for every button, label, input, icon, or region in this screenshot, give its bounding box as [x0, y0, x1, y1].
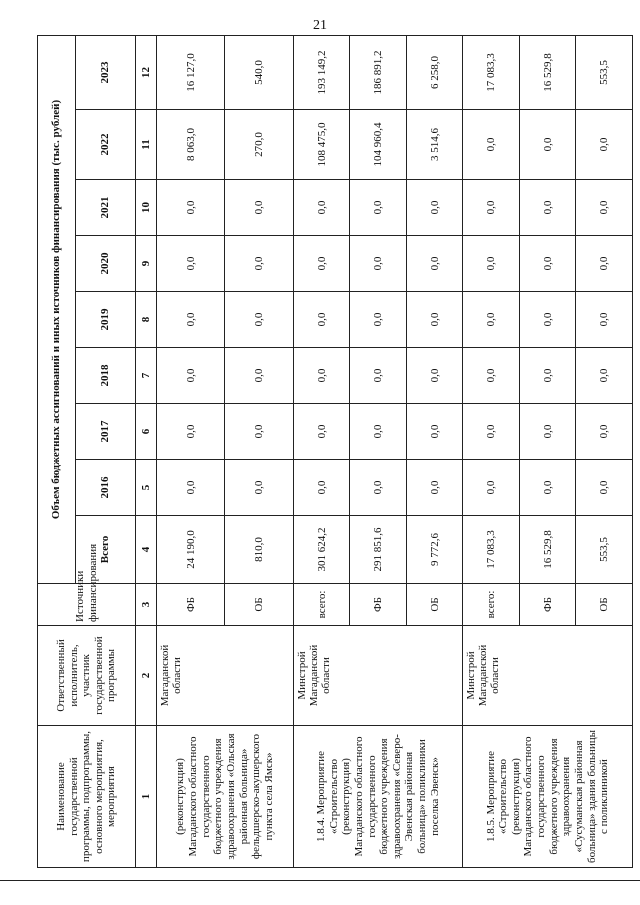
year-value: 0,0: [519, 292, 576, 348]
year-value: 0,0: [519, 110, 576, 180]
funding-source: ФБ: [350, 584, 407, 626]
year-value: 0,0: [225, 180, 293, 236]
year-value: 0,0: [225, 292, 293, 348]
year-value: 0,0: [576, 460, 633, 516]
table-row: [293, 35, 350, 867]
year-value: 270,0: [225, 110, 293, 180]
year-value: 16 127,0: [157, 35, 225, 109]
header-volume: Объем бюджетных ассигнований и иных источников финансирования (тыс. рублей): [38, 35, 76, 583]
page-number: 21: [313, 18, 327, 33]
year-value: 0,0: [350, 292, 407, 348]
total-value: 810,0: [225, 516, 293, 584]
year-value: 186 891,2: [350, 35, 407, 109]
total-value: 291 851,6: [350, 516, 407, 584]
year-value: 0,0: [463, 460, 520, 516]
header-name: Наименование государственной программы, подпрограммы, основного мероприятия, мероприятия: [38, 726, 136, 868]
year-value: 0,0: [225, 460, 293, 516]
funding-source: ФБ: [157, 584, 225, 626]
measure-name: (реконструкция) Магаданского областного государственного бюджетного учреждения здравоохранения «Ольская районная больница» фельдшерско-акушерского пункта села Ямск»: [157, 726, 294, 868]
total-value: 17 083,3: [463, 516, 520, 584]
total-value: 301 624,2: [293, 516, 350, 584]
year-value: 0,0: [463, 404, 520, 460]
column-number: 3: [136, 584, 157, 626]
year-value: 0,0: [406, 460, 463, 516]
column-number: 12: [136, 35, 157, 109]
year-value: 0,0: [350, 460, 407, 516]
column-number: 2: [136, 626, 157, 726]
year-value: 16 529,8: [519, 35, 576, 109]
year-value: 0,0: [519, 180, 576, 236]
year-value: 0,0: [293, 460, 350, 516]
year-value: 0,0: [576, 110, 633, 180]
year-value: 0,0: [463, 180, 520, 236]
year-value: 0,0: [157, 348, 225, 404]
year-value: 0,0: [406, 292, 463, 348]
year-value: 0,0: [350, 180, 407, 236]
year-value: 108 475,0: [293, 110, 350, 180]
year-value: 540,0: [225, 35, 293, 109]
total-value: 24 190,0: [157, 516, 225, 584]
year-value: 0,0: [576, 292, 633, 348]
year-value: 0,0: [406, 180, 463, 236]
year-value: 8 063,0: [157, 110, 225, 180]
year-value: 17 083,3: [463, 35, 520, 109]
header-year: 2016: [76, 460, 136, 516]
column-number: 10: [136, 180, 157, 236]
table-body: [157, 35, 633, 867]
header-year: 2017: [76, 404, 136, 460]
year-value: 0,0: [519, 236, 576, 292]
column-number: 7: [136, 348, 157, 404]
year-value: 0,0: [350, 348, 407, 404]
year-value: 0,0: [225, 404, 293, 460]
column-number: 6: [136, 404, 157, 460]
column-number: 4: [136, 516, 157, 584]
header-year: 2023: [76, 35, 136, 109]
funding-source: всего:: [463, 584, 520, 626]
header-source: Источники финансирования: [38, 584, 136, 626]
year-value: 0,0: [519, 404, 576, 460]
responsible-executor: Минстрой Магаданской области: [293, 626, 463, 726]
header-year: 2020: [76, 236, 136, 292]
responsible-executor: Магаданской области: [157, 626, 294, 726]
measure-name: 1.8.5. Мероприятие «Строительство (реконструкция) Магаданского областного государственного бюджетного учреждения здравоохранения «Сусуманская районная больница» здания больницы с поликлиникой: [463, 726, 633, 868]
total-value: 9 772,6: [406, 516, 463, 584]
year-value: 0,0: [406, 348, 463, 404]
table-row: [463, 35, 520, 867]
year-value: 0,0: [350, 236, 407, 292]
page-bottom-rule: [0, 880, 640, 881]
funding-source: ОБ: [576, 584, 633, 626]
funding-source: ОБ: [406, 584, 463, 626]
year-value: 0,0: [293, 292, 350, 348]
year-value: 0,0: [519, 460, 576, 516]
year-value: 6 258,0: [406, 35, 463, 109]
financing-table: [37, 35, 633, 868]
year-value: 3 514,6: [406, 110, 463, 180]
column-number: 5: [136, 460, 157, 516]
year-value: 0,0: [519, 348, 576, 404]
header-year: 2021: [76, 180, 136, 236]
column-number: 8: [136, 292, 157, 348]
year-value: 0,0: [576, 348, 633, 404]
year-value: 0,0: [225, 348, 293, 404]
year-value: 0,0: [350, 404, 407, 460]
header-total: Всего: [76, 516, 136, 584]
year-value: 0,0: [406, 404, 463, 460]
responsible-executor: Минстрой Магаданской области: [463, 626, 633, 726]
funding-source: ОБ: [225, 584, 293, 626]
measure-name: 1.8.4. Мероприятие «Строительство (реконструкция) Магаданского областного государственного бюджетного учреждения здравоохранения «Северо-Эвенская районная больница» поликлиники поселка Эвенск»: [293, 726, 463, 868]
year-value: 0,0: [576, 236, 633, 292]
year-value: 104 960,4: [350, 110, 407, 180]
funding-source: ФБ: [519, 584, 576, 626]
year-value: 0,0: [463, 348, 520, 404]
total-value: 16 529,8: [519, 516, 576, 584]
year-value: 0,0: [463, 292, 520, 348]
rotated-table-container: [37, 36, 633, 868]
funding-source: всего:: [293, 584, 350, 626]
year-value: 0,0: [293, 348, 350, 404]
year-value: 0,0: [463, 110, 520, 180]
header-year: 2019: [76, 292, 136, 348]
year-value: 0,0: [406, 236, 463, 292]
year-value: 553,5: [576, 35, 633, 109]
column-number: 1: [136, 726, 157, 868]
column-number: 9: [136, 236, 157, 292]
year-value: 0,0: [293, 404, 350, 460]
year-value: 0,0: [293, 236, 350, 292]
year-value: 0,0: [157, 404, 225, 460]
year-value: 0,0: [576, 180, 633, 236]
year-value: 0,0: [157, 292, 225, 348]
year-value: 0,0: [576, 404, 633, 460]
year-value: 0,0: [157, 460, 225, 516]
year-value: 193 149,2: [293, 35, 350, 109]
header-year: 2022: [76, 110, 136, 180]
year-value: 0,0: [293, 180, 350, 236]
year-value: 0,0: [463, 236, 520, 292]
column-number: 11: [136, 110, 157, 180]
year-value: 0,0: [157, 180, 225, 236]
year-value: 0,0: [157, 236, 225, 292]
header-year: 2018: [76, 348, 136, 404]
header-responsible: Ответственный исполнитель, участник государственной программы: [38, 626, 136, 726]
total-value: 553,5: [576, 516, 633, 584]
table-row: [157, 35, 225, 867]
year-value: 0,0: [225, 236, 293, 292]
